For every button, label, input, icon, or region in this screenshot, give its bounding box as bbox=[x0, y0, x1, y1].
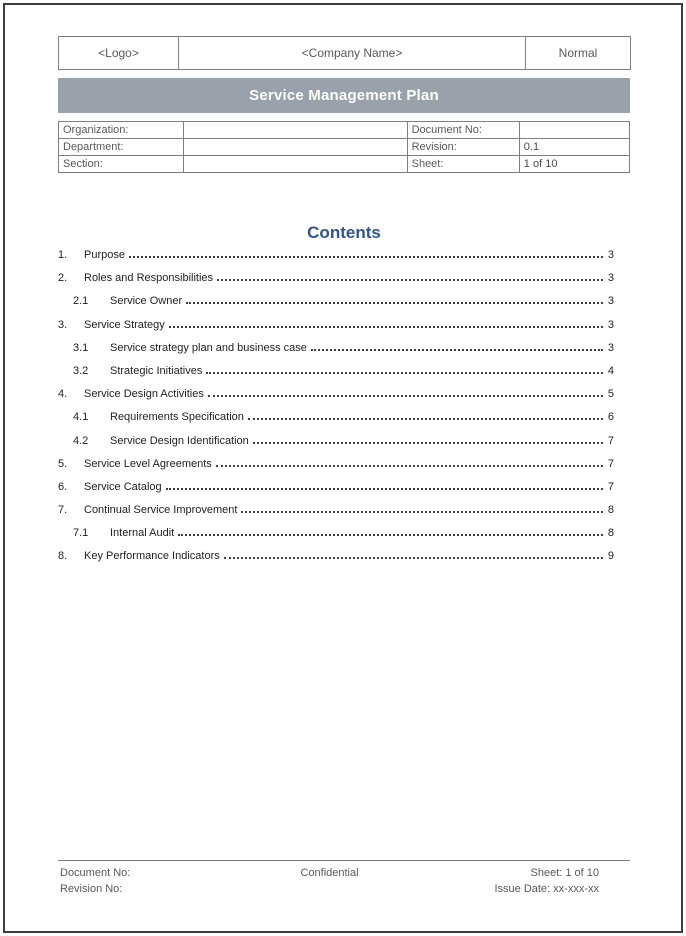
footer-revision-no-label: Revision No: bbox=[60, 883, 123, 895]
dot-leader bbox=[169, 326, 603, 328]
toc-entry-title: Service Strategy bbox=[84, 318, 165, 331]
toc-entry-number: 4.2 bbox=[73, 434, 89, 447]
toc-entry-key-performance-indicators[interactable] bbox=[58, 550, 614, 573]
toc-entry-title: Service Catalog bbox=[84, 480, 162, 493]
dot-leader bbox=[253, 442, 603, 444]
dot-leader bbox=[208, 395, 603, 397]
toc-entry-page: 7 bbox=[607, 480, 614, 493]
dot-leader bbox=[216, 465, 603, 467]
company-name-cell[interactable]: <Company Name> bbox=[179, 37, 526, 70]
toc-entry-number: 7. bbox=[58, 504, 68, 517]
toc-entry-title: Purpose bbox=[84, 249, 125, 261]
dot-leader bbox=[166, 488, 603, 490]
table-row bbox=[59, 122, 630, 139]
dot-leader bbox=[217, 279, 603, 281]
toc-entry-page: 8 bbox=[607, 504, 614, 517]
toc-entry-page: 3 bbox=[607, 318, 614, 331]
toc-entry-page: 7 bbox=[607, 457, 614, 470]
toc-entry-page: 3 bbox=[607, 295, 614, 308]
dot-leader bbox=[311, 349, 603, 351]
toc-entry-page: 5 bbox=[607, 388, 614, 401]
dot-leader bbox=[186, 302, 603, 304]
footer-confidential-label: Confidential bbox=[300, 867, 359, 879]
toc-entry-service-catalog[interactable] bbox=[58, 481, 614, 504]
toc-entry-title: Service Owner bbox=[110, 295, 183, 308]
header-table-row bbox=[59, 37, 631, 70]
footer-issue-date-value: Issue Date: xx-xxx-xx bbox=[494, 883, 599, 895]
organization-value-field[interactable] bbox=[184, 122, 407, 139]
sheet-value: 1 of 10 bbox=[519, 156, 629, 173]
toc-entry-service-strategy[interactable] bbox=[58, 319, 614, 342]
toc-entry-number: 2. bbox=[58, 272, 68, 285]
toc-entry-title: Continual Service Improvement bbox=[84, 504, 238, 517]
toc-entry-page: 6 bbox=[607, 411, 614, 424]
toc-entry-number: 7.1 bbox=[73, 527, 89, 540]
toc-entry-title: Service Level Agreements bbox=[84, 457, 212, 470]
toc-entry-title: Service Design Identification bbox=[110, 434, 249, 447]
toc-entry-service-design-activities[interactable] bbox=[58, 388, 614, 411]
table-of-contents bbox=[58, 249, 614, 574]
toc-entry-internal-audit[interactable] bbox=[58, 527, 614, 550]
toc-entry-requirements-specification[interactable] bbox=[58, 411, 614, 434]
page-footer bbox=[58, 860, 630, 897]
toc-entry-title: Roles and Responsibilities bbox=[84, 272, 214, 285]
toc-entry-number: 4. bbox=[58, 388, 68, 401]
document-no-value-field[interactable] bbox=[519, 122, 629, 139]
department-value-field[interactable] bbox=[184, 139, 407, 156]
revision-value: 0.1 bbox=[519, 139, 629, 156]
dot-leader bbox=[224, 557, 603, 559]
toc-entry-number: 8. bbox=[58, 550, 68, 563]
toc-entry-title: Requirements Specification bbox=[110, 411, 244, 424]
toc-entry-page: 4 bbox=[607, 364, 614, 377]
sheet-label: Sheet: bbox=[407, 156, 519, 173]
toc-entry-number: 2.1 bbox=[73, 295, 89, 308]
toc-entry-continual-service-improvement[interactable] bbox=[58, 504, 614, 527]
revision-label: Revision: bbox=[407, 139, 519, 156]
dot-leader bbox=[178, 534, 603, 536]
toc-entry-page: 3 bbox=[607, 249, 614, 261]
section-value-field[interactable] bbox=[184, 156, 407, 173]
footer-document-no-label: Document No: bbox=[60, 867, 131, 879]
document-no-label: Document No: bbox=[407, 122, 519, 139]
toc-entry-service-owner[interactable] bbox=[58, 295, 614, 318]
toc-entry-service-level-agreements[interactable] bbox=[58, 458, 614, 481]
toc-entry-roles-and-responsibilities[interactable] bbox=[58, 272, 614, 295]
toc-entry-page: 3 bbox=[607, 272, 614, 285]
toc-entry-title: Strategic Initiatives bbox=[110, 364, 203, 377]
dot-leader bbox=[248, 418, 603, 420]
dot-leader bbox=[241, 511, 603, 513]
contents-heading: Contents bbox=[307, 223, 381, 242]
toc-entry-number: 3.1 bbox=[73, 341, 89, 354]
toc-entry-number: 1. bbox=[58, 249, 68, 261]
toc-entry-page: 8 bbox=[607, 527, 614, 540]
toc-entry-strategic-initiatives[interactable] bbox=[58, 365, 614, 388]
toc-entry-number: 4.1 bbox=[73, 411, 89, 424]
logo-placeholder-cell[interactable]: <Logo> bbox=[59, 37, 179, 70]
organization-label: Organization: bbox=[59, 122, 184, 139]
toc-entry-title: Key Performance Indicators bbox=[84, 550, 220, 563]
dot-leader bbox=[129, 256, 603, 258]
toc-entry-service-strategy-plan[interactable] bbox=[58, 342, 614, 365]
table-row bbox=[59, 156, 630, 173]
table-row bbox=[59, 139, 630, 156]
toc-entry-title: Internal Audit bbox=[110, 527, 175, 540]
page-content bbox=[58, 36, 630, 574]
classification-cell: Normal bbox=[526, 37, 631, 70]
toc-entry-number: 3.2 bbox=[73, 364, 89, 377]
section-label: Section: bbox=[59, 156, 184, 173]
toc-entry-purpose[interactable] bbox=[58, 249, 614, 272]
footer-sheet-value: Sheet: 1 of 10 bbox=[530, 867, 599, 879]
toc-entry-service-design-identification[interactable] bbox=[58, 435, 614, 458]
department-label: Department: bbox=[59, 139, 184, 156]
toc-entry-title: Service strategy plan and business case bbox=[110, 341, 307, 354]
dot-leader bbox=[206, 372, 603, 374]
toc-entry-number: 5. bbox=[58, 457, 68, 470]
toc-entry-number: 3. bbox=[58, 318, 68, 331]
document-title-banner: Service Management Plan bbox=[58, 78, 630, 113]
toc-entry-page: 7 bbox=[607, 434, 614, 447]
toc-entry-page: 9 bbox=[607, 550, 614, 563]
toc-entry-title: Service Design Activities bbox=[84, 388, 204, 401]
header-table bbox=[58, 36, 631, 70]
toc-entry-page: 3 bbox=[607, 341, 614, 354]
document-info-table bbox=[58, 121, 630, 173]
toc-entry-number: 6. bbox=[58, 480, 68, 493]
footer-left-block bbox=[58, 865, 300, 897]
footer-right-block bbox=[359, 865, 630, 897]
